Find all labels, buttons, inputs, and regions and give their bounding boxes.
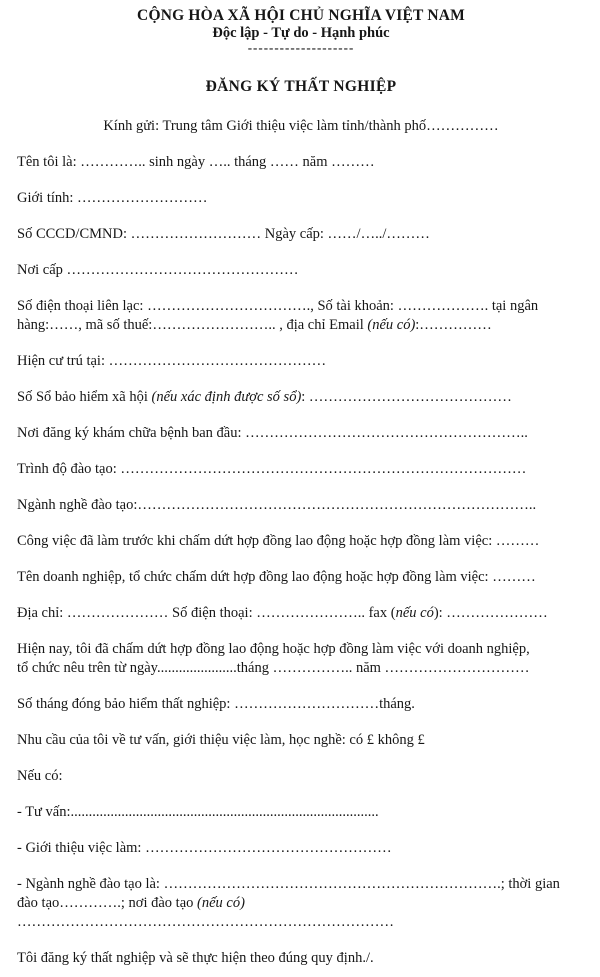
training-dots-line: ……………………………………………………………………	[17, 914, 394, 930]
field-social-insurance	[17, 388, 585, 407]
field-company-name: Tên doanh nghiệp, tổ chức chấm dứt hợp đồng lao động hoặc hợp đồng làm việc: ………	[17, 569, 536, 585]
field-residence: Hiện cư trú tại: ………………………………………	[17, 353, 327, 369]
training-line1: - Ngành nghề đào tạo là: …………………………………………………………….; thời gian	[17, 876, 560, 892]
field-if-yes: Nếu có:	[17, 768, 63, 784]
field-education-major: Ngành nghề đào tạo:………………………………………………………………………..	[17, 497, 537, 513]
contact-line2-post: :……………	[415, 317, 492, 333]
header-divider: --------------------	[247, 40, 355, 55]
commitment-line: Tôi đăng ký thất nghiệp và sẽ thực hiện theo đúng quy định./.	[17, 950, 374, 966]
termination-line2: tổ chức nêu trên từ ngày......................tháng …………….. năm …………………………	[17, 660, 530, 676]
checkbox-yes-glyph: £	[366, 732, 374, 748]
field-address-fax	[17, 604, 585, 623]
field-termination	[17, 640, 585, 678]
field-issue-place: Nơi cấp …………………………………………	[17, 262, 299, 278]
field-name-dob: Tên tôi là: ………….. sinh ngày ….. tháng …… năm ………	[17, 154, 375, 170]
social-insurance-note: (nếu xác định được số sổ)	[151, 389, 302, 405]
field-previous-job: Công việc đã làm trước khi chấm dứt hợp đồng lao động hoặc hợp đồng làm việc: ………	[17, 533, 540, 549]
field-needs	[17, 731, 585, 750]
field-training	[17, 875, 585, 932]
contact-if-any-note: (nếu có)	[367, 317, 416, 333]
form-title: ĐĂNG KÝ THẤT NGHIỆP	[205, 78, 397, 95]
field-job-referral: - Giới thiệu việc làm: ……………………………………………	[17, 840, 392, 856]
contact-line1: Số điện thoại liên lạc: ……………………………., Số tài khoản: ………………. tại ngân	[17, 298, 539, 314]
training-line2-pre: đào tạo………….; nơi đào tạo	[17, 895, 198, 911]
address-fax-pre: Địa chỉ: ………………… Số điện thoại: ………………….. fax (	[17, 605, 396, 621]
address-fax-post: ): …………………	[433, 605, 548, 621]
national-title: CỘNG HÒA XÃ HỘI CHỦ NGHĨA VIỆT NAM	[137, 7, 465, 24]
address-fax-note: nếu có	[395, 605, 434, 621]
social-insurance-dots: : ……………………………………	[301, 389, 512, 405]
national-motto: Độc lập - Tự do - Hạnh phúc	[212, 25, 390, 41]
form-body	[17, 117, 585, 968]
social-insurance-label: Số Sổ bảo hiểm xã hội	[17, 389, 152, 405]
field-gender: Giới tính: ………………………	[17, 190, 208, 206]
training-if-any-note: (nếu có)	[197, 895, 245, 911]
field-contact	[17, 297, 585, 335]
needs-label: Nhu cầu của tôi về tư vấn, giới thiệu việc làm, học nghề: có	[17, 732, 367, 748]
termination-line1: Hiện nay, tôi đã chấm dứt hợp đồng lao động hoặc hợp đồng làm việc với doanh nghiệp,	[17, 641, 530, 657]
field-id-number: Số CCCD/CMND: ……………………… Ngày cấp: ……/…../………	[17, 226, 430, 242]
field-insurance-months: Số tháng đóng bảo hiểm thất nghiệp: …………………………tháng.	[17, 696, 415, 712]
field-clinic: Nơi đăng ký khám chữa bệnh ban đầu: …………………………………………………..	[17, 425, 528, 441]
contact-line2-pre: hàng:……, mã số thuế:…………………….. , địa chỉ Email	[17, 317, 368, 333]
greeting-line: Kính gửi: Trung tâm Giới thiệu việc làm tỉnh/thành phố……………	[103, 118, 499, 134]
field-education-level: Trình độ đào tạo: …………………………………………………………………………	[17, 461, 527, 477]
field-advice: - Tư vấn:.....................................................................................	[17, 804, 379, 820]
checkbox-no-glyph: £	[417, 732, 425, 748]
needs-mid: không	[373, 732, 418, 748]
